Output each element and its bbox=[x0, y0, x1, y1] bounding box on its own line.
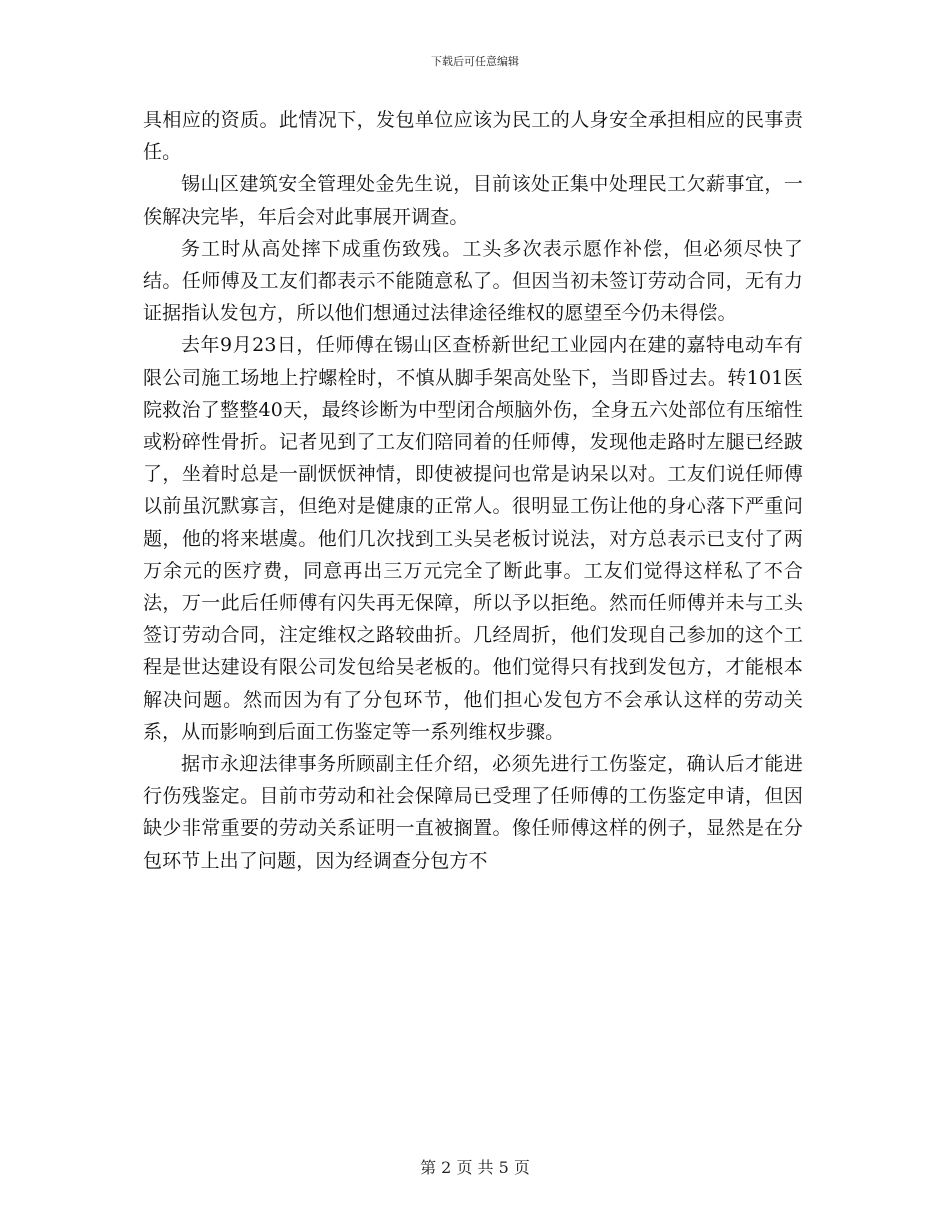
paragraph-4: 去年9月23日，任师傅在锡山区查桥新世纪工业园内在建的嘉特电动车有限公司施工场地上拧螺栓时，不慎从脚手架高处坠下，当即昏过去。转101医院救治了整整40天，最终诊断为中型闭合颅脑外伤，全身五六处部位有压缩性或粉碎性骨折。记者见到了工友们陪同着的任师傅，发现他走路时左腿已经跛了，坐着时总是一副恹恹神情，即使被提问也常是讷呆以对。工友们说任师傅以前虽沉默寡言，但绝对是健康的正常人。很明显工伤让他的身心落下严重问题，他的将来堪虞。他们几次找到工头吴老板讨说法，对方总表示已支付了两万余元的医疗费，同意再出三万元完全了断此事。工友们觉得这样私了不合法，万一此后任师傅有闪失再无保障，所以予以拒绝。然而任师傅并未与工头签订劳动合同，注定维权之路较曲折。几经周折，他们发现自己参加的这个工程是世达建设有限公司发包给吴老板的。他们觉得只有找到发包方，才能根本解决问题。然而因为有了分包环节，他们担心发包方不会承认这样的劳动关系，从而影响到后面工伤鉴定等一系列维权步骤。 bbox=[143, 334, 803, 743]
paragraph-5: 据市永迎法律事务所顾副主任介绍，必须先进行工伤鉴定，确认后才能进行伤残鉴定。目前市劳动和社会保障局已受理了任师傅的工伤鉴定申请，但因缺少非常重要的劳动关系证明一直被搁置。像任师傅这样的例子，显然是在分包环节上出了问题，因为经调查分包方不 bbox=[143, 753, 803, 872]
page-footer: 第 2 页 共 5 页 bbox=[420, 1158, 530, 1177]
paragraph-2: 锡山区建筑安全管理处金先生说，目前该处正集中处理民工欠薪事宜，一俟解决完毕，年后会对此事展开调查。 bbox=[143, 173, 803, 228]
document-body bbox=[143, 104, 803, 877]
paragraph-1: 具相应的资质。此情况下，发包单位应该为民工的人身安全承担相应的民事责任。 bbox=[143, 109, 803, 164]
page-header: 下载后可任意编辑 bbox=[431, 55, 519, 68]
paragraph-3: 务工时从高处摔下成重伤致残。工头多次表示愿作补偿，但必须尽快了结。任师傅及工友们都表示不能随意私了。但因当初未签订劳动合同，无有力证据指认发包方，所以他们想通过法律途径维权的愿望至今仍未得偿。 bbox=[143, 237, 803, 325]
